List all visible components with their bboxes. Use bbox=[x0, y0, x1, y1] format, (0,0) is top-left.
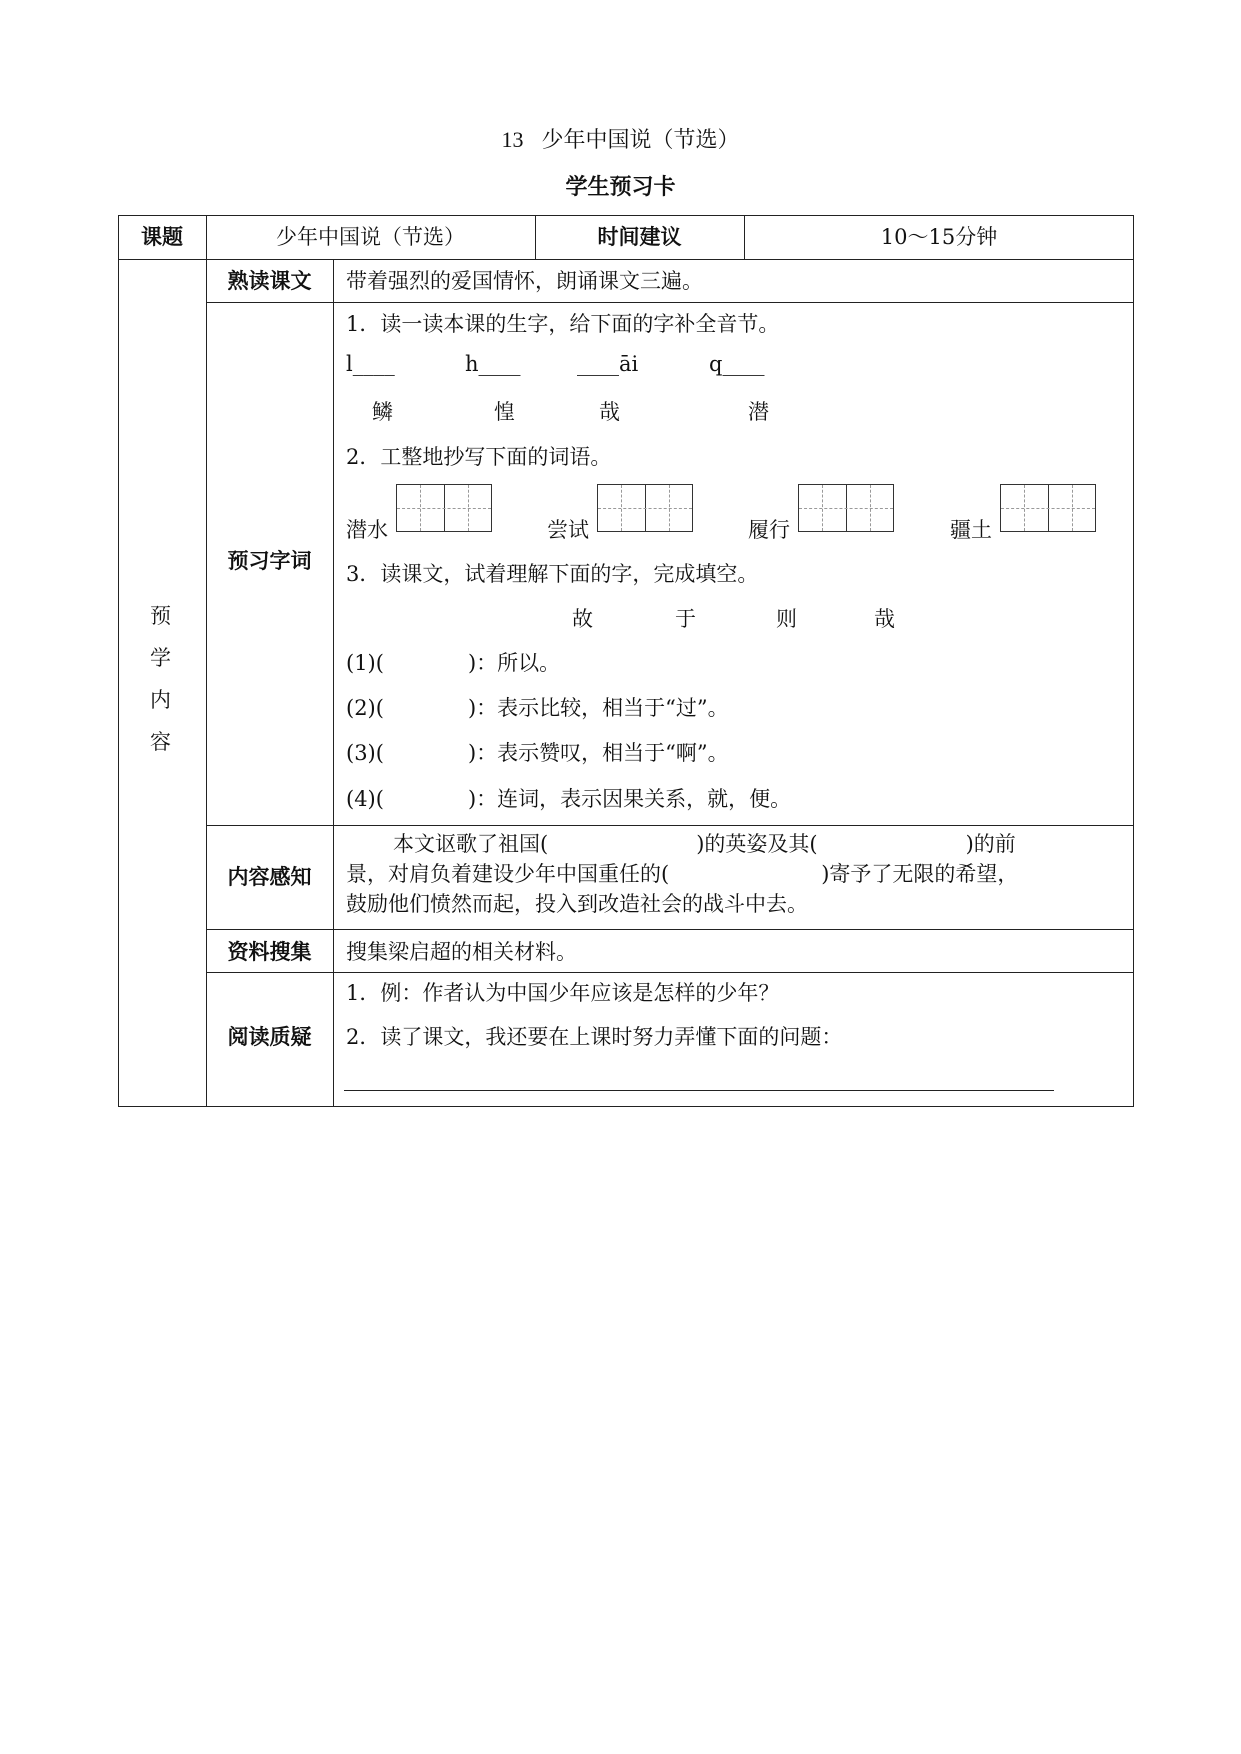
char-2: 惶 bbox=[494, 400, 515, 424]
fill-item-4 bbox=[346, 783, 791, 813]
content-line-1a: 本文讴歌了祖国( bbox=[393, 832, 549, 856]
pinyin-blank-2[interactable]: h____ bbox=[465, 352, 521, 376]
fill-number-4: (4)( bbox=[346, 787, 384, 811]
copy-word-3: 履行 bbox=[748, 518, 790, 542]
content-line-2b: )寄予了无限的希望， bbox=[821, 862, 1019, 886]
content-line-1 bbox=[393, 828, 1016, 858]
side-label-3: 内 bbox=[150, 688, 171, 712]
words-q1: 1．读一读本课的生字，给下面的字补全音节。 bbox=[346, 312, 780, 336]
fill-number-2: (2)( bbox=[346, 696, 384, 720]
fill-number-3: (3)( bbox=[346, 741, 384, 765]
content-line-3: 鼓励他们愤然而起，投入到改造社会的战斗中去。 bbox=[346, 892, 808, 916]
topic-value: 少年中国说（节选） bbox=[276, 225, 465, 249]
words-q3: 3．读课文，试着理解下面的字，完成填空。 bbox=[346, 562, 759, 586]
copy-word-4: 疆土 bbox=[950, 518, 992, 542]
lesson-title: 少年中国说（节选） bbox=[541, 128, 740, 153]
side-label-4: 容 bbox=[150, 730, 171, 754]
questions-label: 阅读质疑 bbox=[227, 1025, 312, 1049]
char-4: 潜 bbox=[748, 400, 769, 424]
words-label: 预习字词 bbox=[227, 549, 312, 573]
fill-text-1: )：所以。 bbox=[467, 651, 561, 675]
page-title bbox=[0, 123, 1241, 154]
option-3: 则 bbox=[776, 607, 797, 631]
writing-grid-4[interactable] bbox=[1000, 484, 1096, 532]
fill-item-1 bbox=[346, 647, 560, 677]
questions-q2: 2．读了课文，我还要在上课时努力弄懂下面的问题： bbox=[346, 1025, 843, 1049]
reading-label: 熟读课文 bbox=[227, 269, 312, 293]
content-line-2 bbox=[346, 858, 1018, 888]
page-subtitle: 学生预习卡 bbox=[565, 175, 676, 200]
time-value: 10～15分钟 bbox=[880, 225, 998, 249]
option-2: 于 bbox=[675, 607, 696, 631]
writing-grid-1[interactable] bbox=[396, 484, 492, 532]
char-3: 哉 bbox=[599, 400, 620, 424]
materials-text: 搜集梁启超的相关材料。 bbox=[346, 940, 577, 964]
pinyin-blank-4[interactable]: q____ bbox=[709, 352, 765, 376]
fill-item-2 bbox=[346, 692, 729, 722]
fill-text-3: )：表示赞叹，相当于“啊”。 bbox=[467, 741, 729, 765]
fill-text-2: )：表示比较，相当于“过”。 bbox=[467, 696, 729, 720]
side-label-2: 学 bbox=[150, 646, 171, 670]
content-line-1b: )的英姿及其( bbox=[696, 832, 818, 856]
char-1: 鳞 bbox=[372, 400, 393, 424]
content-label: 内容感知 bbox=[227, 865, 312, 889]
side-label-1: 预 bbox=[150, 604, 171, 628]
fill-text-4: )：连词，表示因果关系，就，便。 bbox=[467, 787, 792, 811]
time-label: 时间建议 bbox=[597, 225, 682, 249]
option-4: 哉 bbox=[874, 607, 895, 631]
materials-label: 资料搜集 bbox=[227, 940, 312, 964]
answer-line[interactable] bbox=[344, 1090, 1054, 1091]
writing-grid-3[interactable] bbox=[798, 484, 894, 532]
lesson-number: 13 bbox=[501, 127, 524, 152]
pinyin-blank-1[interactable]: l____ bbox=[346, 352, 395, 376]
copy-word-2: 尝试 bbox=[547, 518, 589, 542]
reading-text: 带着强烈的爱国情怀，朗诵课文三遍。 bbox=[346, 269, 703, 293]
fill-item-3 bbox=[346, 737, 729, 767]
content-line-1c: )的前 bbox=[965, 832, 1016, 856]
questions-q1: 1．例：作者认为中国少年应该是怎样的少年？ bbox=[346, 981, 780, 1005]
content-line-2a: 景，对肩负着建设少年中国重任的( bbox=[346, 862, 670, 886]
topic-label: 课题 bbox=[141, 225, 183, 249]
copy-word-1: 潜水 bbox=[346, 518, 388, 542]
writing-grid-2[interactable] bbox=[597, 484, 693, 532]
option-1: 故 bbox=[572, 607, 593, 631]
fill-number-1: (1)( bbox=[346, 651, 384, 675]
preview-table bbox=[118, 215, 1134, 1107]
words-q2: 2．工整地抄写下面的词语。 bbox=[346, 445, 612, 469]
pinyin-blank-3[interactable]: ____āi bbox=[577, 352, 639, 376]
